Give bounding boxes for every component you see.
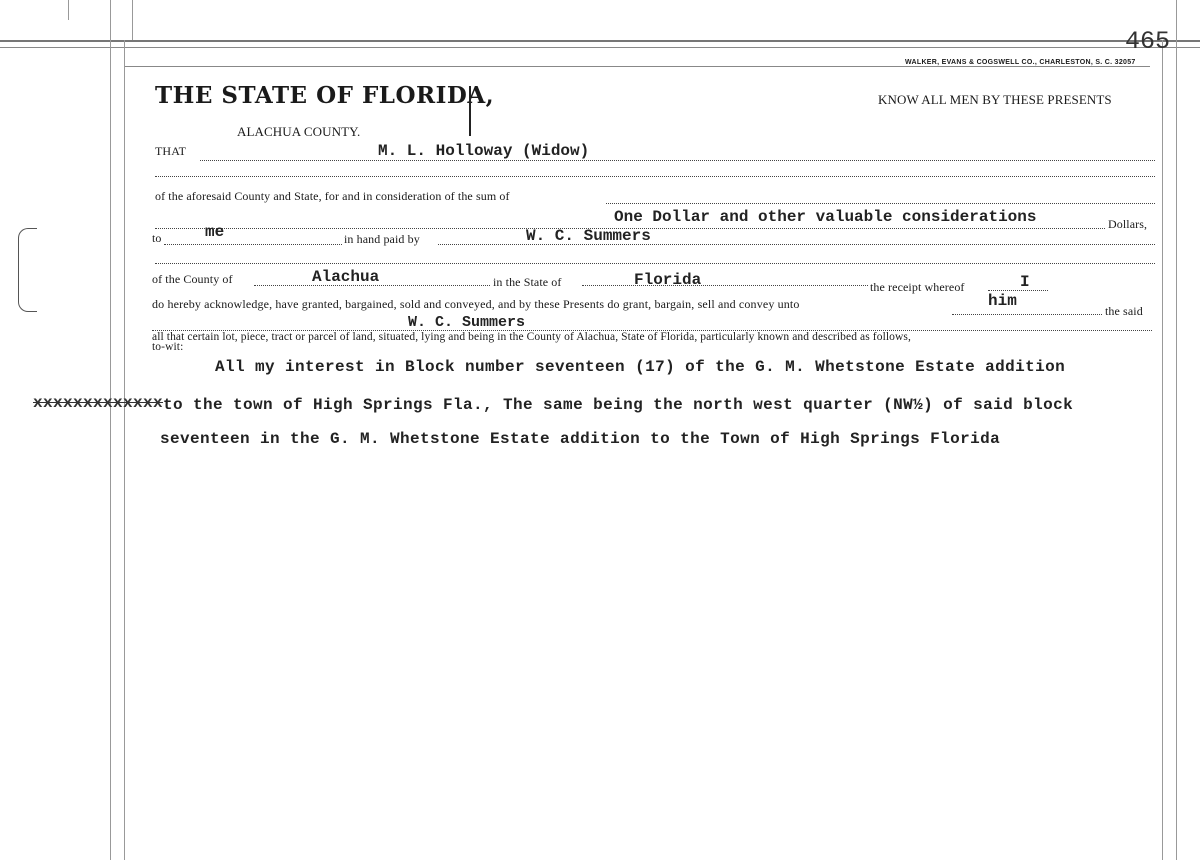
top-tick-line xyxy=(68,0,69,20)
description-line-2: to the town of High Springs Fla., The same being the north west quarter (NW½) of said block xyxy=(163,396,1074,414)
page-title: THE STATE OF FLORIDA, xyxy=(155,82,495,109)
county-heading: ALACHUA COUNTY. xyxy=(237,124,361,139)
the-said-label: the said xyxy=(1105,304,1143,318)
binding-bracket xyxy=(18,228,37,312)
left-margin-line-2 xyxy=(124,40,125,860)
left-margin-line-3 xyxy=(132,0,133,40)
top-border-line xyxy=(0,40,1200,42)
unto-rule xyxy=(952,314,1102,315)
description-line-3: seventeen in the G. M. Whetstone Estate addition to the Town of High Springs Florida xyxy=(160,430,1001,448)
state-of-label: in the State of xyxy=(493,275,562,289)
consideration-label: of the aforesaid County and State, for and in consideration of the sum of xyxy=(155,189,510,203)
dollars-label: Dollars, xyxy=(1108,217,1148,231)
left-margin-line xyxy=(110,0,111,860)
description-struck-text: xxxxxxxxxxxxx xyxy=(33,394,164,412)
said-value: W. C. Summers xyxy=(408,314,526,331)
know-all-heading: KNOW ALL MEN BY THESE PRESENTS xyxy=(878,92,1112,107)
that-rule xyxy=(200,160,1155,161)
blank-rule-1 xyxy=(155,176,1155,177)
header-rule xyxy=(125,66,1150,67)
right-margin-line xyxy=(1162,40,1163,860)
description-line-1: All my interest in Block number seventeen (17) of the G. M. Whetstone Estate addition xyxy=(215,358,1066,376)
that-label: THAT xyxy=(155,144,187,158)
grantor-value: M. L. Holloway (Widow) xyxy=(378,142,590,160)
land-text: all that certain lot, piece, tract or parcel of land, situated, lying and being in the County of Alachua, State of Florida, particularly known and described as follows, xyxy=(152,331,911,343)
convey-unto-value: him xyxy=(988,292,1017,310)
receipt-rule xyxy=(988,290,1048,291)
state-of-value: Florida xyxy=(634,271,702,289)
paid-by-value: W. C. Summers xyxy=(526,227,651,245)
county-of-label: of the County of xyxy=(152,272,233,286)
top-border-line-2 xyxy=(0,47,1200,48)
page-number: 465 xyxy=(1125,27,1171,56)
to-value: me xyxy=(205,223,225,241)
to-wit-label: to-wit: xyxy=(152,341,184,353)
consideration-rule xyxy=(606,203,1155,204)
to-label: to xyxy=(152,231,162,245)
right-margin-line-2 xyxy=(1176,0,1177,860)
receipt-label: the receipt whereof xyxy=(870,280,965,294)
receipt-value: I xyxy=(1020,273,1030,291)
consideration-value: One Dollar and other valuable considerations xyxy=(614,208,1037,226)
to-rule xyxy=(164,244,342,245)
county-of-value: Alachua xyxy=(312,268,380,286)
state-of-rule xyxy=(582,285,868,286)
blank-rule-2 xyxy=(155,263,1155,264)
paid-by-label: in hand paid by xyxy=(344,232,420,246)
title-brace xyxy=(469,86,471,136)
acknowledge-text: do hereby acknowledge, have granted, bargained, sold and conveyed, and by these Presents do grant, bargain, sell and convey unto xyxy=(152,297,800,311)
printer-imprint: WALKER, EVANS & COGSWELL CO., CHARLESTON, S. C. 32057 xyxy=(905,59,1136,66)
